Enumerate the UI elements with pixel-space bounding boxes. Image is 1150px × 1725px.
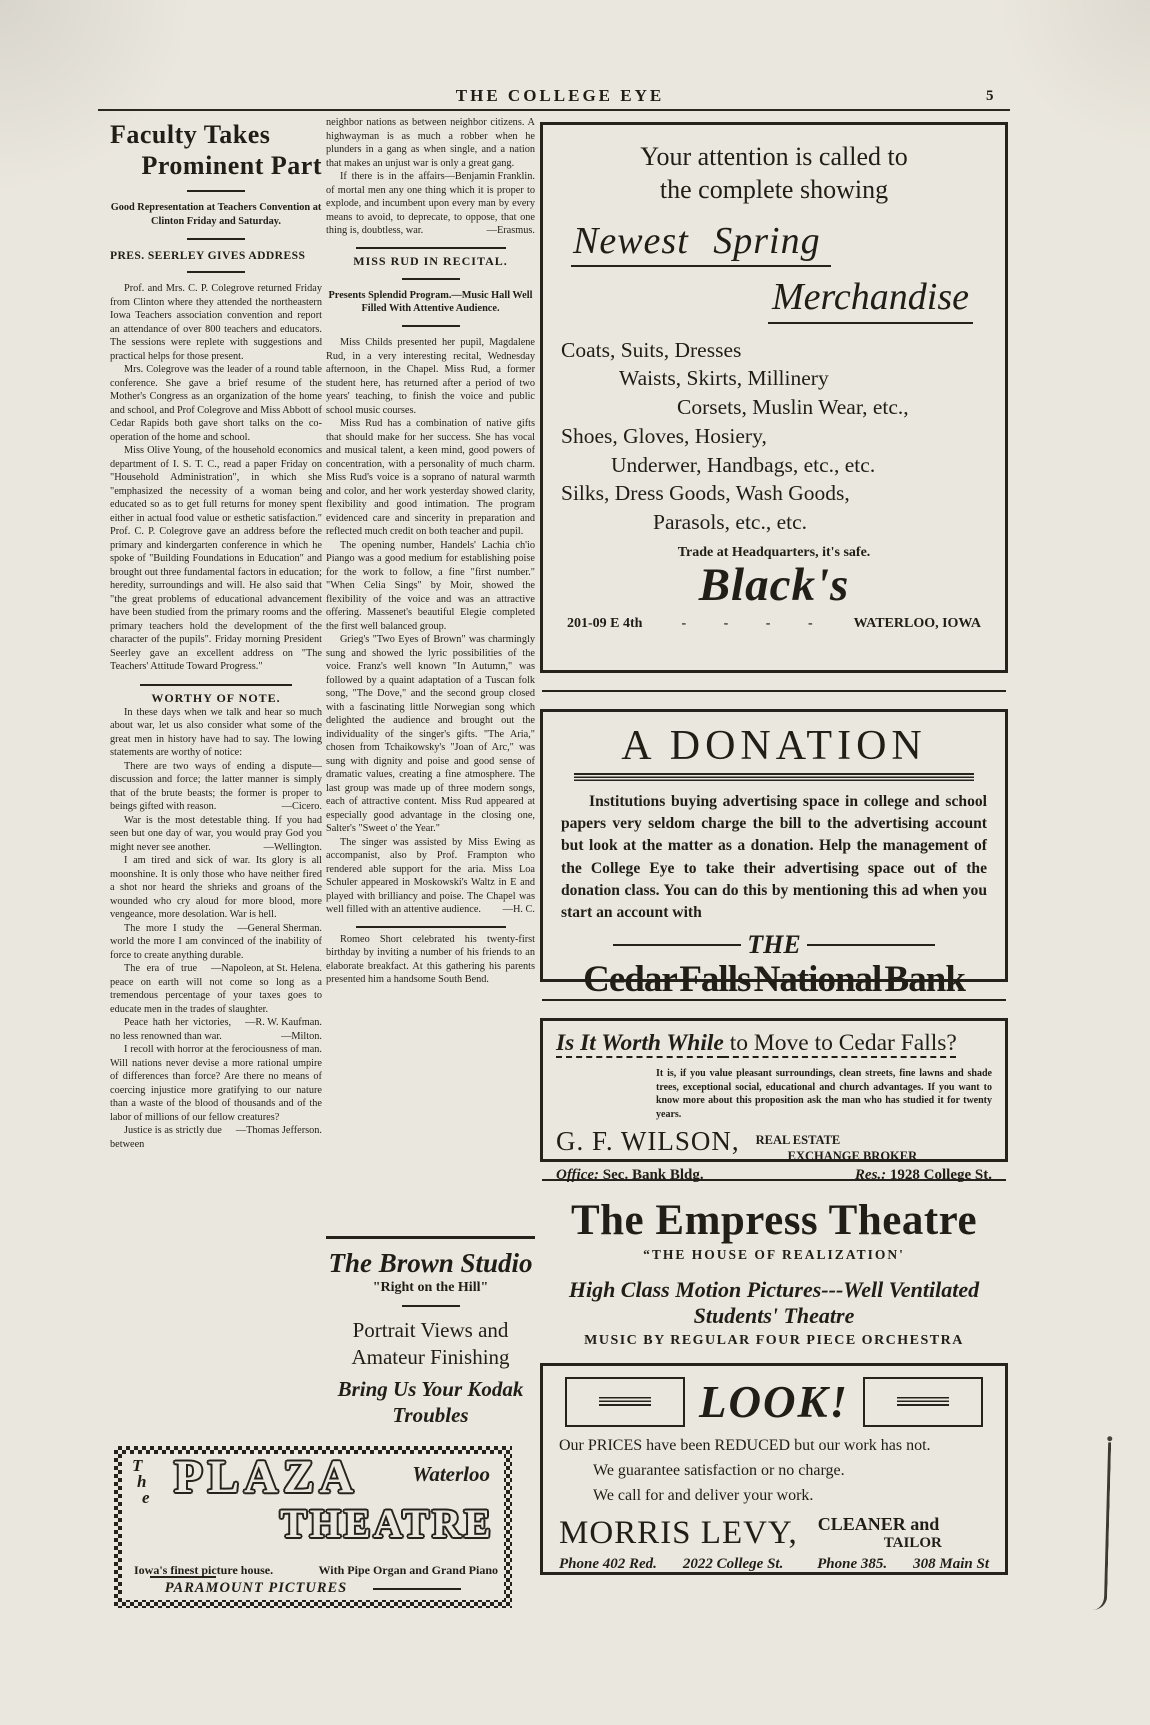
blacks-item: Waists, Skirts, Millinery (619, 366, 829, 391)
brown-studio-tagline: "Right on the Hill" (372, 1280, 489, 1296)
levy-line: Our PRICES have been REDUCED but our work has not. (559, 1437, 931, 1455)
quote-paragraph: I recoll with horror at the ferociousness of man. Will nations never devise a more rational umpire of differences than force? Are there no means of coercing injustice more gratifying to our nature than a waste of the blood of thousands and of the labor of millions of our fellow creatures? —Thomas Jefferson. (110, 1044, 322, 1137)
wilson-title: REAL ESTATE EXCHANGE BROKER (755, 1133, 918, 1164)
levy-text-lines (559, 1434, 989, 1508)
worthy-heading: WORTHY OF NOTE. (151, 690, 281, 705)
flag-lines-icon (897, 1397, 949, 1408)
recital-deck: Presents Splendid Program.—Music Hall Well Filled With Attentive Audience. (328, 289, 533, 315)
plaza-ad-inner (122, 1451, 504, 1600)
quote-paragraph: neighbor nations as between neighbor citizens. A highwayman is as much a robber when he plunders in a gang as when single, and a nation that makes an unjust war is only a great gang. —Benjamin Franklin. (326, 117, 535, 182)
section-divider (356, 926, 506, 928)
plaza-bottom (122, 1563, 504, 1597)
blacks-headline-2: Merchandise (561, 275, 973, 324)
blacks-headline-1: Newest Spring (571, 219, 987, 267)
plaza-line1: Iowa's finest picture house. (134, 1563, 274, 1577)
quote-paragraph: If there is in the affairs of mortal men any one thing which it is proper to explode, and incumbent upon every man by every means to avoid, to deprecate, to oppose, that one thing is, doubtless, war. —Erasmus. (326, 171, 535, 236)
levy-name-row (559, 1515, 989, 1552)
empress-line3: MUSIC BY REGULAR FOUR PIECE ORCHESTRA (584, 1333, 964, 1349)
levy-right-contact: Phone 385. 308 Main St (817, 1555, 989, 1572)
blacks-street: 201-09 E 4th (567, 616, 643, 632)
blacks-slogan: Trade at Headquarters, it's safe. (677, 545, 871, 561)
blacks-item: Corsets, Muslin Wear, etc., (677, 395, 909, 420)
donation-heading: A DONATION (621, 723, 927, 769)
blacks-intro-line1: Your attention is called to (640, 142, 908, 171)
article-deck: Good Representation at Teachers Convention at Clinton Friday and Saturday. (110, 202, 322, 228)
headline-line2: Prominent Part (141, 150, 322, 180)
donation-ad (540, 709, 1008, 1000)
blacks-store-name: Black's (698, 559, 850, 612)
quote-paragraph: Justice is as strictly due between (110, 1125, 222, 1150)
rule (613, 944, 741, 946)
recital-paragraph: Grieg's "Two Eyes of Brown" was charmingly sung and showed the lyric possibilities of the voice. Franz's well known "In Autumn," was followed by a quaint adaptation of a Tuscan folk song, "The Dove," and the second group closed with a fascinating little Norwegian song which delighted the audience and brought out the individuality of the singer's gifts. "The Aria," chosen from Tchaikowsky's "Joan of Arc," was sung with dignity and poise and good sense of dramatic values, creating a fine atmosphere. The last group was made up of three modern songs, each of attractive content. Miss Rud appeared at especially good advantage in the closing one, Salter's "Sweet o' the Year." (326, 634, 535, 835)
blacks-item: Underwer, Handbags, etc., etc. (611, 452, 876, 477)
levy-look-row (559, 1376, 989, 1428)
morris-levy-ad (540, 1363, 1008, 1575)
donation-the-row (561, 930, 987, 960)
donation-body: Institutions buying advertising space in college and school papers very seldom charge the bill to the advertising account but look at the matter as a donation. Help the management of the College Eye to take their advertising space out of the donation class. You can do this by mentioning this ad when you start an account with (561, 793, 987, 921)
levy-title: CLEANER and TAILOR (817, 1514, 942, 1552)
brown-studio-ad (326, 1236, 535, 1428)
ad-separator (542, 690, 1006, 692)
brown-studio-kodak-line: Bring Us Your Kodak Troubles (337, 1376, 524, 1428)
blacks-intro-line2: the complete showing (659, 174, 889, 204)
recital-paragraph: Miss Rud has a combination of native gifts that should make for her success. She has vocal and musical talent, a keen mind, good powers of concentration, with a personality of much charm. Miss Rud's voice is a soprano of natural warmth and color, and her work yesterday showed clarity, flexibility and good intimation. The program evidenced care and sincerity in preparation and reflected much credit on both teacher and pupil. (326, 418, 535, 538)
blacks-intro (561, 141, 987, 207)
wilson-ad (540, 1018, 1008, 1183)
quote-paragraph: The more I study the world the more I am convinced of the inability of force to create anything durable. —Napoleon, at St. Helena. (110, 922, 322, 975)
blacks-city: WATERLOO, IOWA (853, 616, 981, 632)
brown-studio-services: Portrait Views and Amateur Finishing (351, 1318, 510, 1369)
quote-paragraph: There are two ways of ending a dispute—discussion and force; the latter manner is simply that of the brute beasts; the former is proper to beings gifted with reason. —Cicero. (110, 760, 322, 813)
brown-studio-title: The Brown Studio (328, 1248, 533, 1278)
blacks-item-list (561, 336, 987, 538)
article-kicker: PRES. SEERLEY GIVES ADDRESS (110, 249, 306, 263)
wilson-name-row (556, 1126, 992, 1165)
rule (807, 944, 935, 946)
masthead-rule (98, 109, 1010, 111)
look-headline: LOOK! (698, 1377, 849, 1428)
bank-name: Cedar Falls National Bank (583, 958, 965, 1000)
plaza-theatre-word: THEATRE (280, 1501, 494, 1546)
blacks-ad (540, 122, 1008, 673)
empress-ad (540, 1198, 1008, 1349)
recital-closing: The singer was assisted by Miss Ewing as accompanist, also by Prof. Frampton who rendered able support for the aria. Miss Loa Schuler appeared in Moskowski's Waltz in E and played with brilliancy and poise. The Chapel was well filled with an attentive audience. —H. C. (326, 836, 535, 916)
ad-column (540, 122, 1008, 1575)
column-2-text (326, 116, 535, 987)
article-paragraph: Miss Olive Young, of the household economics department of I. S. T. C., read a paper Friday on "Household Administration", in which she "emphasized the necessity of a woman being educated so as to get full returns for money spent either in actual food value or esthetic satisfaction." Prof. C. P. Colegrove gave an address before the primary and kindergarten conference in which he spoke of "Building Foundations in Education" and brought out three fundamental factors in education; heredity, surroundings and will. He also said that "the great problems of educational advancement have been studied from the primary rooms and the primary teachers hold the development of the character of the pupils". Friday morning President Seerley gave an excellent address on "The Teachers' Attitude Toward Progress." (110, 445, 322, 673)
levy-name: MORRIS LEVY, (559, 1514, 798, 1551)
levy-left-contact: Phone 402 Red. 2022 College St. (559, 1555, 784, 1572)
plaza-the: T h e (132, 1456, 150, 1508)
divider (187, 190, 245, 192)
section-divider (356, 247, 506, 249)
quote-paragraph: Peace hath her victories, no less renowned than war. —Milton. (110, 1017, 322, 1042)
quote-paragraph: The era of true peace on earth will not come so long as a tremendous percentage of your taxes goes to educate men in the trades of slaughter. —R. W. Kaufman. (110, 963, 322, 1029)
quote-paragraph: War is the most detestable thing. If you had seen but one day of war, you would pray God you might never see another. —Wellington. (110, 814, 322, 853)
flag-icon (565, 1377, 685, 1427)
divider (402, 325, 460, 327)
headline-line1: Faculty Takes (110, 120, 271, 149)
recital-paragraph: The opening number, Handels' Lachia ch'io Piango was a good medium for establishing poise for the work to follow, a fine "first number." "When Celia Sings" by Moir, showed the flexibility of the voice and was an attractive offering. Massenet's beautiful Elegie completed the first well balanced group. (326, 539, 535, 632)
masthead-title: THE COLLEGE EYE (455, 86, 665, 105)
blacks-item: Silks, Dress Goods, Wash Goods, (561, 481, 850, 506)
note-paragraph: Romeo Short celebrated his twenty-first birthday by inviting a number of his friends to an elaborate breakfact. At this gathering his parents presented him a handsome South Bend. (326, 933, 535, 986)
divider (187, 238, 245, 240)
scan-artifact (1090, 1442, 1111, 1610)
empress-line1: High Class Motion Pictures---Well Ventilated (568, 1277, 980, 1303)
plaza-ad (114, 1446, 512, 1608)
plaza-line3: PARAMOUNT PICTURES (164, 1580, 348, 1596)
wilson-headline: Is It Worth While to Move to Cedar Falls? (556, 1030, 957, 1056)
empress-name: The Empress Theatre (570, 1197, 978, 1244)
recital-paragraph: Miss Childs presented her pupil, Magdalene Rud, in a very interesting recital, Wednesday afternoon, in the Chapel. Miss Rud, a former student here, has returned after a period of two years' teaching, to finish the voice and public school music courses. (326, 337, 535, 416)
levy-line: We call for and deliver your work. (593, 1486, 814, 1504)
wilson-residence: Res.: 1928 College St. (854, 1166, 992, 1183)
empress-line2: Students' Theatre (693, 1303, 855, 1329)
column-2 (326, 116, 535, 1616)
wilson-office: Office: Sec. Bank Bldg. (556, 1166, 704, 1183)
column-1 (110, 120, 322, 1151)
worthy-intro: In these days when we talk and hear so much about war, let us also consider what some of the great men in history have had to say. The lowing statements are worthy of notice: (110, 706, 322, 759)
blacks-item: Parasols, etc., etc. (653, 510, 808, 535)
wilson-name: G. F. WILSON, (556, 1126, 740, 1156)
article-headline (110, 120, 322, 181)
blacks-dashes: - - - - (681, 616, 815, 632)
levy-line: We guarantee satisfaction or no charge. (593, 1461, 845, 1479)
blacks-item: Shoes, Gloves, Hosiery, (561, 423, 767, 448)
flag-icon (863, 1377, 983, 1427)
recital-heading: MISS RUD IN RECITAL. (353, 253, 508, 268)
blacks-item: Coats, Suits, Dresses (561, 337, 742, 362)
plaza-city: Waterloo (412, 1462, 490, 1486)
divider (402, 1305, 460, 1307)
rule (373, 1588, 461, 1590)
donation-the-label: THE (747, 929, 801, 959)
quote-paragraph: I am tired and sick of war. Its glory is all moonshine. It is only those who have neither fired a shot nor heard the shrieks and groans of the wounded who cry aloud for more blood, more vengeance, more desolation. War is hell. —General Sherman. (110, 855, 322, 934)
article-paragraph: Mrs. Colegrove was the leader of a round table conference. She gave a brief resume of the Mother's Congress as an organization of the home and school, and Prof Colegrove and Miss Abbott of Cedar Rapids both gave short talks on the co-operation of the home and school. (110, 364, 322, 443)
page-number: 5 (986, 88, 994, 104)
levy-contact-row (559, 1556, 989, 1573)
blacks-address-row (561, 610, 987, 632)
divider (187, 271, 245, 273)
empress-tagline: “THE HOUSE OF REALIZATION' (643, 1247, 905, 1263)
plaza-line2: With Pipe Organ and Grand Piano (318, 1563, 498, 1577)
wilson-fine-print: It is, if you value pleasant surroundings, clean streets, fine lawns and shade trees, exceptional social, educational and church advantages. If you want to know more about this proposition ask the man who has studied it for twenty years. (656, 1068, 992, 1120)
article-paragraph: Prof. and Mrs. C. P. Colegrove returned Friday from Clinton where they attended the northeastern Iowa Teachers association convention and report an attendance of over 800 teachers and educators. The sessions were replete with suggestions and practical helps for those present. (110, 283, 322, 362)
divider (402, 278, 460, 280)
triple-rule (574, 773, 974, 781)
section-divider (140, 684, 293, 686)
flag-lines-icon (599, 1397, 651, 1408)
plaza-name: PLAZA (174, 1451, 359, 1503)
